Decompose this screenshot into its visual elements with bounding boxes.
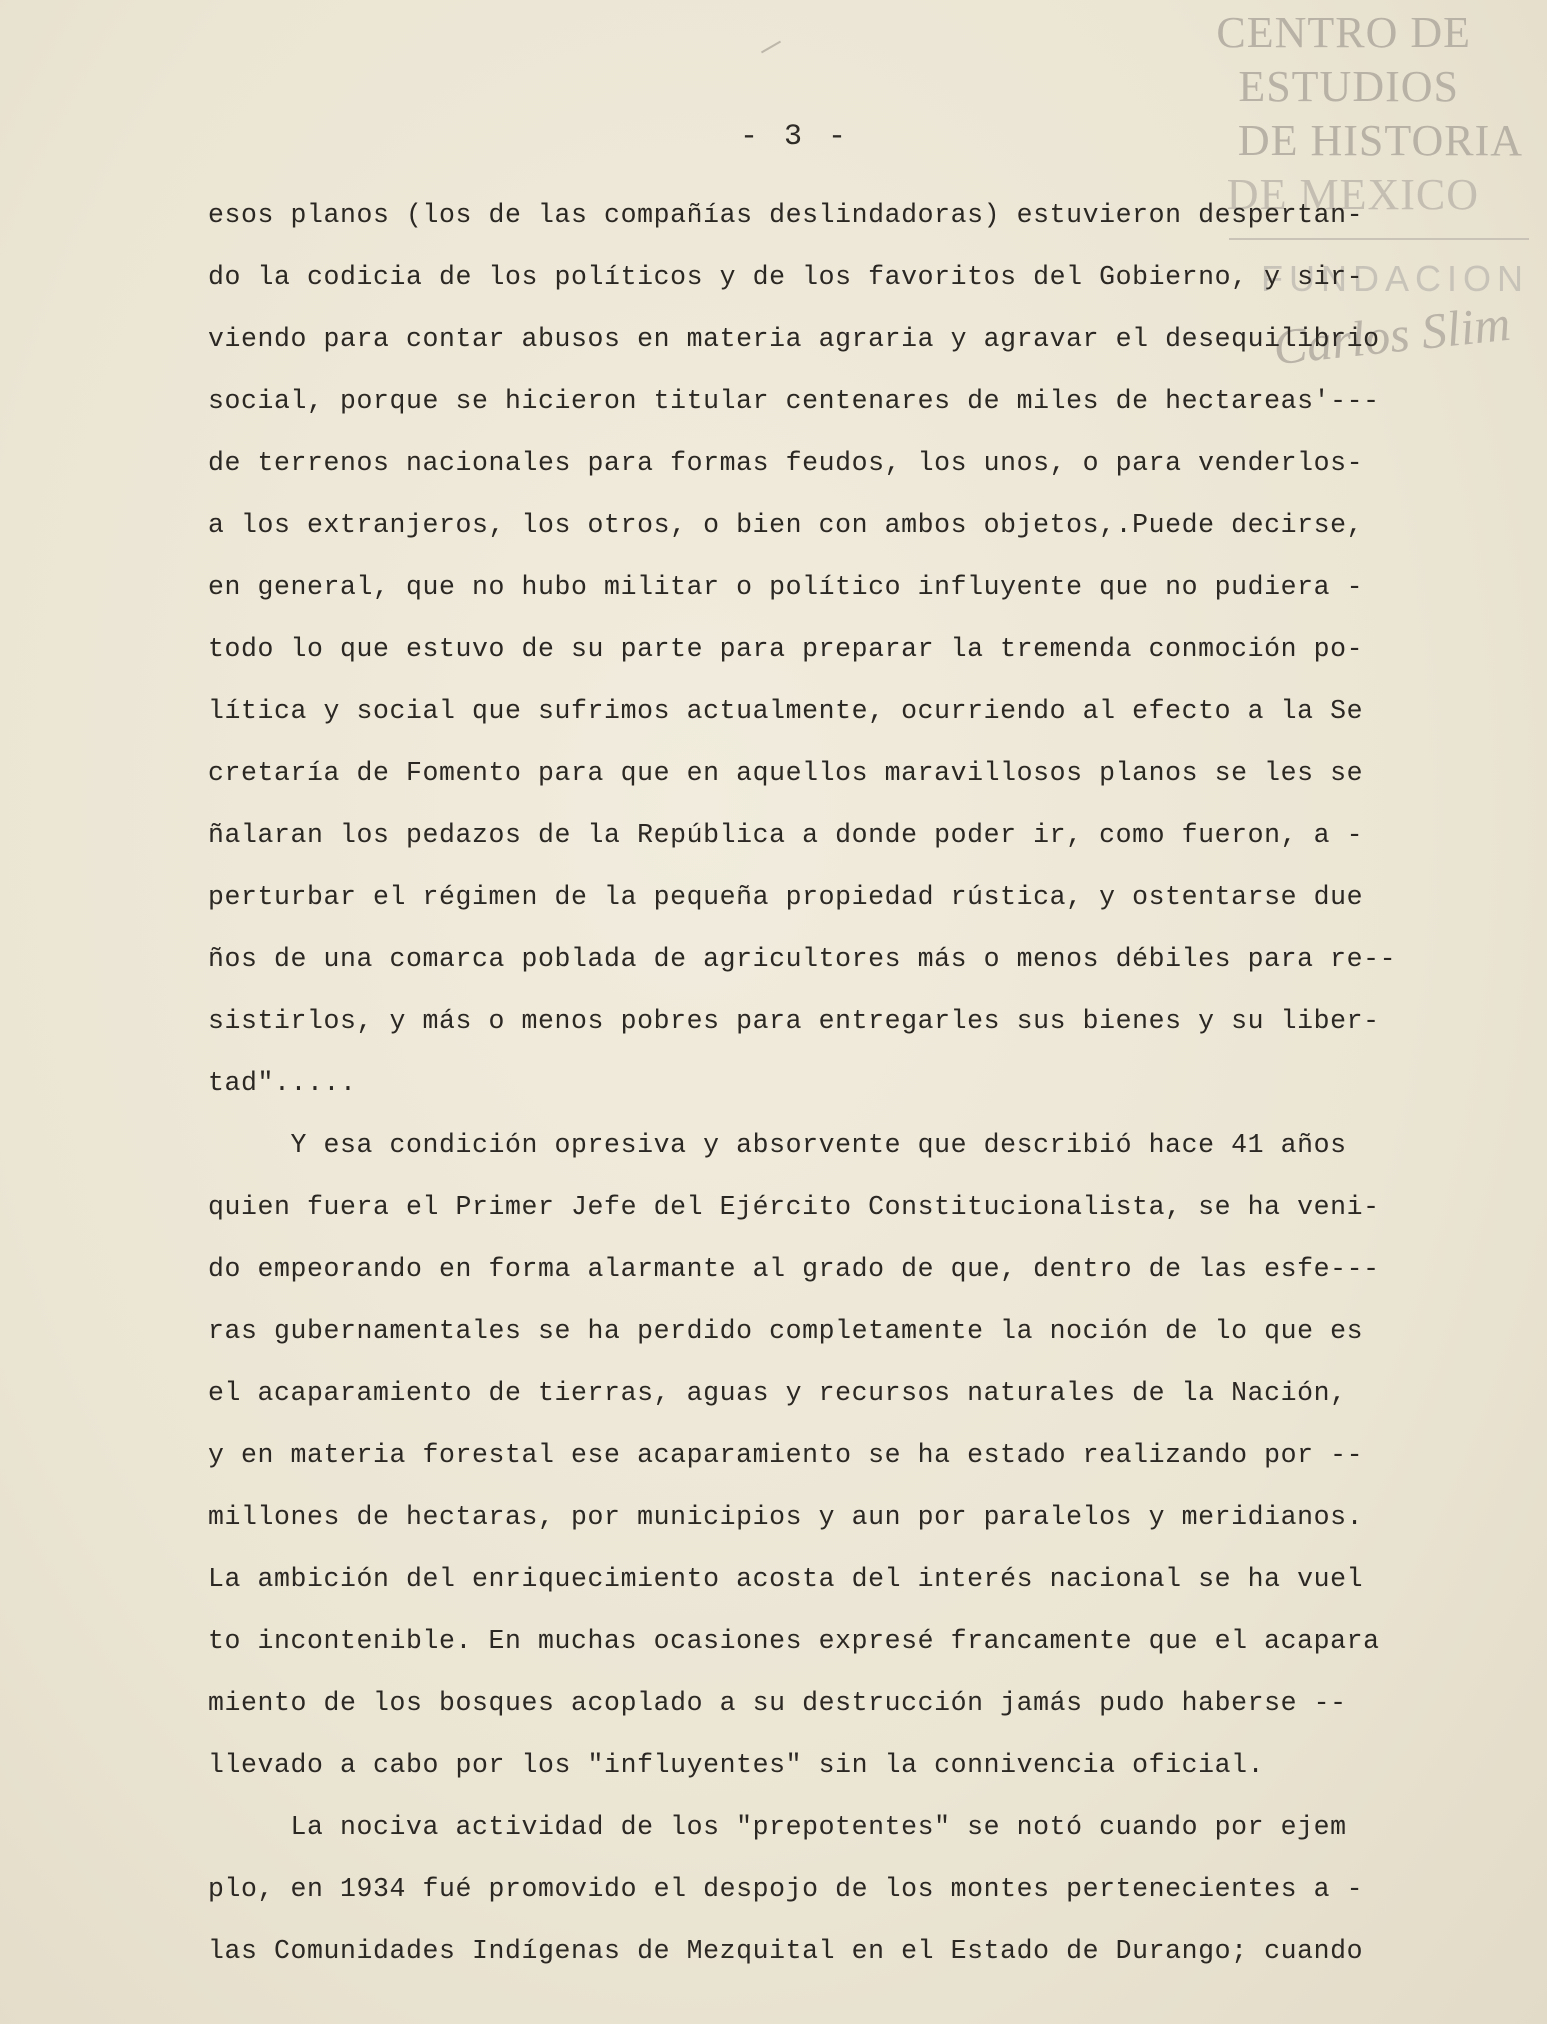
text-line: quien fuera el Primer Jefe del Ejército Constitucionalista, se ha veni- bbox=[208, 1192, 1380, 1222]
text-line: viendo para contar abusos en materia agraria y agravar el desequilibrio bbox=[208, 324, 1380, 354]
text-line: millones de hectaras, por municipios y aun por paralelos y meridianos. bbox=[208, 1502, 1364, 1532]
text-line: ñalaran los pedazos de la República a donde poder ir, como fueron, a - bbox=[208, 820, 1364, 850]
text-line: en general, que no hubo militar o político influyente que no pudiera - bbox=[208, 572, 1364, 602]
text-line: sistirlos, y más o menos pobres para entregarles sus bienes y su liber- bbox=[208, 1006, 1380, 1036]
text-line: a los extranjeros, los otros, o bien con ambos objetos,.Puede decirse, bbox=[208, 510, 1364, 540]
text-line: ños de una comarca poblada de agricultores más o menos débiles para re-- bbox=[208, 944, 1397, 974]
text-line: el acaparamiento de tierras, aguas y recursos naturales de la Nación, bbox=[208, 1378, 1347, 1408]
text-line: ras gubernamentales se ha perdido completamente la noción de lo que es bbox=[208, 1316, 1364, 1346]
text-line: plo, en 1934 fué promovido el despojo de los montes pertenecientes a - bbox=[208, 1874, 1364, 1904]
text-line: de terrenos nacionales para formas feudos, los unos, o para venderlos- bbox=[208, 448, 1364, 478]
text-line: las Comunidades Indígenas de Mezquital en el Estado de Durango; cuando bbox=[208, 1936, 1364, 1966]
watermark-signature: Carlos Slim bbox=[1271, 294, 1514, 376]
text-line: to incontenible. En muchas ocasiones expresé francamente que el acapara bbox=[208, 1626, 1380, 1656]
text-line: Y esa condición opresiva y absorvente que describió hace 41 años bbox=[208, 1130, 1347, 1160]
watermark-line-1: CENTRO DE bbox=[1216, 8, 1471, 57]
text-line: llevado a cabo por los "influyentes" sin la connivencia oficial. bbox=[208, 1750, 1265, 1780]
text-line: y en materia forestal ese acaparamiento se ha estado realizando por -- bbox=[208, 1440, 1364, 1470]
watermark-line-4: DE MEXICO bbox=[1226, 170, 1479, 219]
text-line: cretaría de Fomento para que en aquellos maravillosos planos se les se bbox=[208, 758, 1364, 788]
text-line: La ambición del enriquecimiento acosta del interés nacional se ha vuel bbox=[208, 1564, 1364, 1594]
page-number: - 3 - bbox=[740, 120, 851, 154]
watermark-foundation: FUNDACION bbox=[1261, 258, 1529, 299]
text-line: do la codicia de los políticos y de los favoritos del Gobierno, y sir- bbox=[208, 262, 1364, 292]
pencil-mark bbox=[761, 41, 781, 54]
typewritten-body bbox=[208, 184, 1508, 1982]
text-line: tad"..... bbox=[208, 1068, 357, 1098]
text-line: La nociva actividad de los "prepotentes" se notó cuando por ejem bbox=[208, 1812, 1347, 1842]
text-line: esos planos (los de las compañías deslindadoras) estuvieron despertan- bbox=[208, 200, 1364, 230]
text-line: perturbar el régimen de la pequeña propiedad rústica, y ostentarse due bbox=[208, 882, 1364, 912]
text-line: todo lo que estuvo de su parte para preparar la tremenda conmoción po- bbox=[208, 634, 1364, 664]
text-line: do empeorando en forma alarmante al grado de que, dentro de las esfe--- bbox=[208, 1254, 1380, 1284]
text-line: social, porque se hicieron titular centenares de miles de hectareas'--- bbox=[208, 386, 1380, 416]
watermark-line-2: ESTUDIOS bbox=[1238, 62, 1459, 111]
watermark-line-3: DE HISTORIA bbox=[1237, 116, 1523, 165]
text-line: miento de los bosques acoplado a su destrucción jamás pudo haberse -- bbox=[208, 1688, 1347, 1718]
text-line: lítica y social que sufrimos actualmente, ocurriendo al efecto a la Se bbox=[208, 696, 1364, 726]
